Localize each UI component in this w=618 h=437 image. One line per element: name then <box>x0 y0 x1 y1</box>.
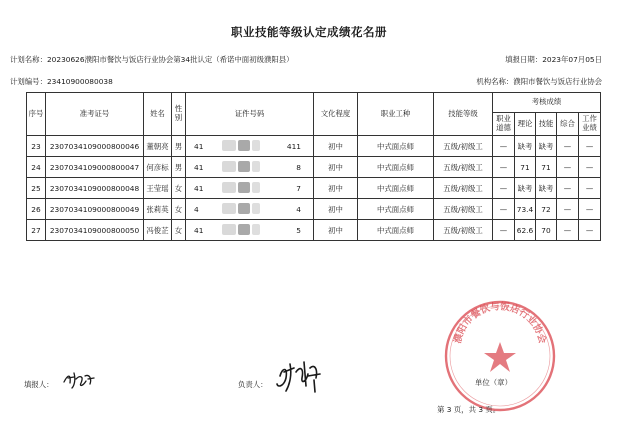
cell-id-no <box>186 136 314 157</box>
cell-seq: 23 <box>27 136 46 157</box>
cell-gender: 男 <box>172 136 186 157</box>
cell-comprehensive: — <box>557 220 579 241</box>
cell-gender: 女 <box>172 220 186 241</box>
cell-gender: 女 <box>172 178 186 199</box>
cell-comprehensive: — <box>557 136 579 157</box>
seal-text: 濮阳市餐饮与饭店行业协会 <box>452 301 548 345</box>
cell-seq: 24 <box>27 157 46 178</box>
redaction-blur <box>222 140 236 151</box>
plan-code-value: 23410900080038 <box>46 77 113 86</box>
cell-education: 初中 <box>314 220 358 241</box>
header-education: 文化程度 <box>314 93 358 136</box>
score-roster-table <box>26 92 601 241</box>
owner-label: 负责人： <box>238 380 268 389</box>
table-row <box>27 136 601 157</box>
redaction-blur <box>252 182 260 193</box>
cell-exam-no: 2307034109000800048 <box>46 178 144 199</box>
cell-level: 五级/初级工 <box>434 157 493 178</box>
plan-name-value: 20230626濮阳市餐饮与饭店行业协会第34批认定（希诺中面初级濮阳县） <box>46 55 294 64</box>
cell-moral: — <box>493 178 515 199</box>
id-suffix: 7 <box>296 184 301 193</box>
cell-name: 冯俊芷 <box>144 220 172 241</box>
unit-seal-label: 单位（章） <box>475 378 512 387</box>
cell-comprehensive: — <box>557 157 579 178</box>
redaction-blur <box>252 161 260 172</box>
cell-moral: — <box>493 157 515 178</box>
cell-work: — <box>579 178 601 199</box>
id-suffix: 8 <box>296 163 301 172</box>
cell-name: 王莹瑶 <box>144 178 172 199</box>
cell-occupation: 中式面点师 <box>358 220 434 241</box>
cell-skill: 72 <box>536 199 557 220</box>
header-moral: 职业道德 <box>493 113 515 136</box>
cell-occupation: 中式面点师 <box>358 199 434 220</box>
fill-date-value: 2023年07月05日 <box>542 55 602 64</box>
cell-work: — <box>579 136 601 157</box>
cell-work: — <box>579 199 601 220</box>
cell-level: 五级/初级工 <box>434 199 493 220</box>
table-row <box>27 199 601 220</box>
filler-label: 填报人： <box>24 380 54 389</box>
id-prefix: 41 <box>194 142 204 151</box>
header-occupation: 职业工种 <box>358 93 434 136</box>
cell-skill: 缺考 <box>536 178 557 199</box>
official-seal <box>440 296 560 416</box>
header-level: 技能等级 <box>434 93 493 136</box>
cell-id-no <box>186 178 314 199</box>
redaction-blur <box>238 182 250 193</box>
table-row <box>27 178 601 199</box>
cell-seq: 26 <box>27 199 46 220</box>
cell-name: 张莉英 <box>144 199 172 220</box>
plan-code <box>10 76 113 87</box>
redaction-blur <box>252 203 260 214</box>
cell-education: 初中 <box>314 136 358 157</box>
fill-date-label: 填报日期： <box>505 55 543 64</box>
cell-education: 初中 <box>314 199 358 220</box>
redaction-blur <box>252 140 260 151</box>
plan-code-label: 计划编号： <box>10 77 47 86</box>
header-work: 工作业绩 <box>579 113 601 136</box>
header-gender: 性别 <box>172 93 186 136</box>
cell-moral: — <box>493 220 515 241</box>
redaction-blur <box>238 203 250 214</box>
cell-education: 初中 <box>314 157 358 178</box>
redaction-blur <box>222 161 236 172</box>
header-exam-no: 准考证号 <box>46 93 144 136</box>
cell-exam-no: 2307034109000800050 <box>46 220 144 241</box>
cell-exam-no: 2307034109000800047 <box>46 157 144 178</box>
header-theory: 理论 <box>515 113 536 136</box>
id-prefix: 41 <box>194 184 204 193</box>
cell-id-no <box>186 220 314 241</box>
cell-skill: 71 <box>536 157 557 178</box>
table-row <box>27 157 601 178</box>
id-suffix: 5 <box>296 226 301 235</box>
cell-education: 初中 <box>314 178 358 199</box>
cell-skill: 70 <box>536 220 557 241</box>
cell-gender: 男 <box>172 157 186 178</box>
header-comprehensive: 综合 <box>557 113 579 136</box>
page-number: 第 3 页，共 3 页。 <box>437 405 501 414</box>
cell-theory: 73.4 <box>515 199 536 220</box>
cell-theory: 62.6 <box>515 220 536 241</box>
org-name-value: 濮阳市餐饮与饭店行业协会 <box>513 77 602 86</box>
fill-date <box>505 54 602 65</box>
org-name-label: 机构名称： <box>476 77 514 86</box>
cell-moral: — <box>493 199 515 220</box>
seal-star-icon <box>484 342 516 372</box>
cell-name: 何彦标 <box>144 157 172 178</box>
cell-level: 五级/初级工 <box>434 220 493 241</box>
plan-name <box>10 54 294 65</box>
id-suffix: 4 <box>296 205 301 214</box>
id-prefix: 4 <box>194 205 199 214</box>
header-scores-group: 考核成绩 <box>493 93 601 113</box>
cell-skill: 缺考 <box>536 136 557 157</box>
cell-theory: 缺考 <box>515 178 536 199</box>
cell-id-no <box>186 199 314 220</box>
page-title: 职业技能等级认定成绩花名册 <box>231 25 387 39</box>
cell-seq: 27 <box>27 220 46 241</box>
redaction-blur <box>222 224 236 235</box>
plan-name-label: 计划名称： <box>10 55 47 64</box>
cell-gender: 女 <box>172 199 186 220</box>
redaction-blur <box>252 224 260 235</box>
cell-theory: 缺考 <box>515 136 536 157</box>
redaction-blur <box>222 182 236 193</box>
owner-signature <box>274 358 322 394</box>
cell-id-no <box>186 157 314 178</box>
cell-occupation: 中式面点师 <box>358 157 434 178</box>
redaction-blur <box>238 161 250 172</box>
cell-theory: 71 <box>515 157 536 178</box>
cell-level: 五级/初级工 <box>434 178 493 199</box>
redaction-blur <box>222 203 236 214</box>
cell-work: — <box>579 220 601 241</box>
table-row <box>27 220 601 241</box>
cell-comprehensive: — <box>557 178 579 199</box>
cell-exam-no: 2307034109000800046 <box>46 136 144 157</box>
cell-occupation: 中式面点师 <box>358 178 434 199</box>
redaction-blur <box>238 224 250 235</box>
cell-moral: — <box>493 136 515 157</box>
cell-exam-no: 2307034109000800049 <box>46 199 144 220</box>
redaction-blur <box>238 140 250 151</box>
cell-seq: 25 <box>27 178 46 199</box>
id-prefix: 41 <box>194 163 204 172</box>
cell-work: — <box>579 157 601 178</box>
id-suffix: 411 <box>286 142 301 151</box>
cell-comprehensive: — <box>557 199 579 220</box>
header-seq: 序号 <box>27 93 46 136</box>
id-prefix: 41 <box>194 226 204 235</box>
cell-name: 董朝亮 <box>144 136 172 157</box>
cell-occupation: 中式面点师 <box>358 136 434 157</box>
org-name <box>476 76 602 87</box>
header-name: 姓名 <box>144 93 172 136</box>
filler-signature <box>62 370 96 390</box>
cell-level: 五级/初级工 <box>434 136 493 157</box>
header-skill: 技能 <box>536 113 557 136</box>
header-id-no: 证件号码 <box>186 93 314 136</box>
